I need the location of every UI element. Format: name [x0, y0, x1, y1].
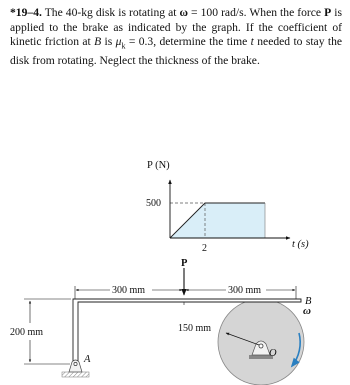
graph-y-tick-label: 500 [146, 198, 161, 209]
mu-symbol: μ [115, 35, 122, 48]
problem-number: *19–4. [10, 6, 42, 19]
omega-symbol: ω [179, 6, 189, 19]
force-symbol: P [324, 6, 332, 19]
graph-x-axis-label: t (s) [292, 239, 309, 250]
dim-vertical-label: 200 mm [10, 327, 44, 338]
mu-subscript: k [121, 41, 126, 51]
graph-y-axis-label: P (N) [147, 160, 170, 171]
disk [178, 299, 311, 385]
ground-a [62, 372, 89, 377]
text-part: is applied to the brake as indicated by the graph. If the coefficient of kinetic friction at [10, 6, 342, 48]
text-part: = 0.3, determine the time [125, 35, 251, 48]
point-b-symbol: B [94, 35, 102, 48]
force-p [181, 258, 188, 295]
point-a-label: A [84, 354, 91, 365]
graph-x-tick-label: 2 [202, 243, 207, 254]
force-label: P [181, 258, 188, 269]
graph-area-fill [170, 203, 265, 238]
dimension-vertical [10, 299, 71, 364]
text-part: is [101, 35, 116, 48]
pin-a-bracket [69, 360, 82, 372]
point-o-label: O [269, 348, 277, 359]
p-t-graph [146, 160, 309, 254]
time-symbol: t [250, 35, 254, 48]
disk-pin [259, 344, 263, 348]
pin-a [74, 362, 77, 365]
text-part: needed to stay the disk from rotating. Neglect the thickness of the brake. [10, 35, 343, 67]
omega-label: ω [303, 305, 311, 317]
text-part: The 40-kg disk is rotating at [41, 6, 180, 19]
text-part: = 100 rad/s. When the force [188, 6, 325, 19]
dim-left-label: 300 mm [112, 285, 146, 296]
point-b-label: B [305, 296, 312, 307]
radius-label: 150 mm [178, 323, 212, 334]
dim-right-label: 300 mm [228, 285, 262, 296]
